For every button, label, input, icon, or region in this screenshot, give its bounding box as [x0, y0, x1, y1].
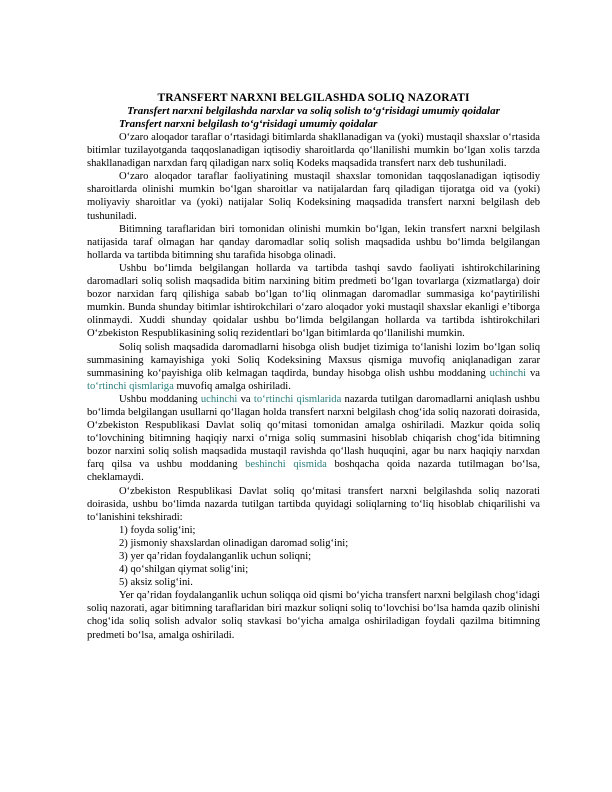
paragraph-7: O‘zbekiston Respublikasi Davlat soliq qo‘mitasi transfert narxni belgilashda soliq nazorati doirasida, ushbu bo‘limda nazarda tutilgan tartibda quyidagi soliqlarning to‘liq hisoblab chiqarilishi va to‘lanishini tekshiradi: [87, 485, 540, 523]
link-uchinchi[interactable]: uchinchi [489, 367, 527, 379]
paragraph-5-conjunction: va [526, 367, 540, 379]
link-tortinchi-qismlariga[interactable]: to‘rtinchi qismlariga [87, 380, 174, 392]
paragraph-5-text-end: muvofiq amalga oshiriladi. [173, 380, 291, 392]
paragraph-6-text-middle: nazarda tutilgan daromadlarni aniqlash ushbu bo‘limda belgilangan usullarni qo‘llagan holda transfert narxni belgilash chog‘ida soliq nazorati doirasida, O‘zbekiston Respublikasi Davlat soliq qo‘mitasi tomonidan amalga oshiriladi. Mazkur qoida soliq to‘lovchining bitimning haqiqiy narxi o‘rniga soliq summasini hisoblab chiqarish chog‘ida bitimning bozor narxini soliq solish maqsadida mustaqil ravishda qo‘llash huquqini, agar bu narx haqiqiy narxdan farq qilsa va ushbu moddaning [87, 393, 540, 471]
paragraph-1: O‘zaro aloqador taraflar o‘rtasidagi bitimlarda shakllanadigan va (yoki) mustaqil shaxslar o‘rtasida bitimlar tuzilayotganda taqqoslanadigan iqtisodiy sharoitlarda qo‘llanilishi mumkin bo‘lgan xolis tarzda shakllanadigan narxdan farq qiladigan narx soliq Kodeks maqsadida transfert narx deb tushuniladi. [87, 132, 540, 170]
link-uchinchi[interactable]: uchinchi [200, 393, 238, 405]
list-item: 5) aksiz solig‘ini. [119, 577, 193, 589]
list-item: 4) qo‘shilgan qiymat solig‘ini; [119, 564, 249, 576]
paragraph-5 [87, 341, 540, 393]
paragraph-4: Ushbu bo‘limda belgilangan hollarda va tartibda tashqi savdo faoliyati ishtirokchilarining daromadlari soliq solish maqsadida bitim narxining bitim predmeti bo‘lgan tovarlarga (xizmatlarga) doir bozor narxidan farq qilishiga sabab bo‘lgan to‘liq olinmagan daromadlar summasiga ko‘paytirilishi mumkin. Bunda shunday bitimlar ishtirokchilari o‘zaro aloqador yoki mustaqil shaxslar ekanligi e’tiborga olinmaydi. Xuddi shunday qoidalar ushbu bo‘limda belgilangan hollarda va tartibda ishtirokchilari O‘zbekiston Respublikasining soliq rezidentlari bo‘lgan bitimlarda qo‘llanilishi mumkin. [87, 262, 540, 340]
paragraph-6-text-start: Ushbu moddaning [119, 393, 201, 405]
list-item: 1) foyda solig‘ini; [119, 524, 196, 536]
link-tortinchi-qismlarida[interactable]: to‘rtinchi qismlarida [253, 393, 342, 405]
paragraph-8: Yer qa’ridan foydalanganlik uchun soliqqa oid qismi bo‘yicha transfert narxni belgilash chog‘idagi soliq nazorati, agar bitimning taraflaridan biri mazkur soliqni soliq to‘lovchisi bo‘lsa hamda qazib olinishi chog‘ida soliq solish advalor soliq stavkasi bo‘yicha amalga oshiriladigan foydali qazilma bitimning predmeti bo‘lsa, amalga oshiriladi. [87, 590, 540, 641]
paragraph-6 [87, 393, 540, 485]
list-item: 2) jismoniy shaxslardan olinadigan daromad solig‘ini; [119, 537, 349, 549]
link-beshinchi-qismida[interactable]: beshinchi qismida [245, 459, 327, 471]
section-subtitle: Transfert narxni belgilashda narxlar va soliq solish to‘g‘risidagi umumiy qoidalar [127, 105, 500, 117]
document-page [87, 92, 540, 642]
list-item: 3) yer qa’ridan foydalanganlik uchun soliqni; [119, 551, 312, 562]
paragraph-5-text-start: Soliq solish maqsadida daromadlarni hisobga olish budjet tizimiga to‘lanishi lozim bo‘lgan soliq summasining kamayishiga yoki Soliq Kodeksining Maxsus qismiga muvofiq aniqlanadigan zarar summasining ko‘payishiga olib kelmagan taqdirda, bunday hisobga olish ushbu moddaning [87, 341, 540, 379]
document-title: TRANSFERT NARXNI BELGILASHDA SOLIQ NAZORATI [157, 92, 470, 104]
paragraph-2: O‘zaro aloqador taraflar faoliyatining mustaqil shaxslar tomonidan taqqoslanadigan iqtisodiy sharoitlarda olinishi mumkin bo‘lgan sharoitlar va natijalardan farq qiladigan tijoratga oid va (yoki) moliyaviy sharoitlar va (yoki) natijalar Soliq Kodeksining maqsadida transfert narxni belgilash deb tushuniladi. [87, 171, 540, 222]
paragraph-6-conjunction: va [237, 393, 254, 405]
paragraph-6-text-end: boshqacha qoida nazarda tutilmagan bo‘lsa, cheklamaydi. [87, 459, 540, 484]
paragraph-3: Bitimning taraflaridan biri tomonidan olinishi mumkin bo‘lgan, lekin transfert narxni belgilash natijasida taraf olmagan har qanday daromadlar soliq solish maqsadida ushbu bo‘limda belgilangan hollarda va tartibda bitimning shu tarafida hisobga olinadi. [87, 223, 540, 261]
subsection-subtitle: Transfert narxni belgilash to‘g‘risidagi umumiy qoidalar [119, 118, 378, 130]
